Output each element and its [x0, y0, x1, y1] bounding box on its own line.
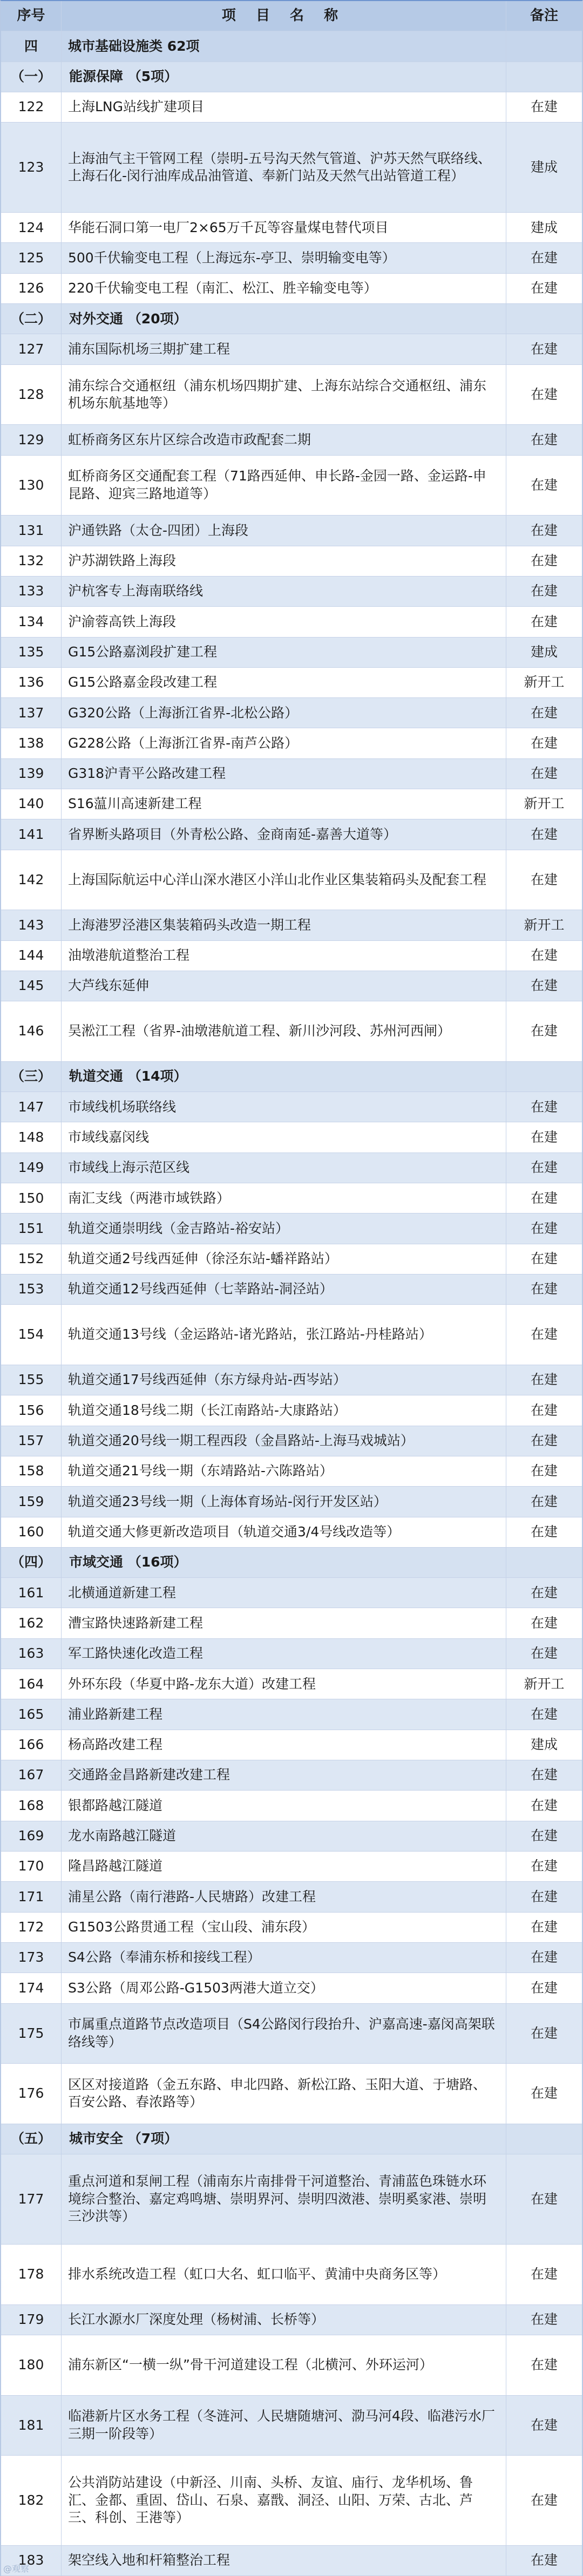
project-name: 上海油气主干管网工程（崇明-五号沟天然气管道、沪苏天然气联络线、上海石化-闵行油库成品油管道、奉新门站及天然气出站管道工程） [62, 123, 506, 212]
project-name: 油墩港航道整治工程 [62, 941, 506, 971]
row-number: 154 [1, 1305, 62, 1365]
row-number: 133 [1, 577, 62, 606]
project-name: 架空线入地和杆箱整治工程 [62, 2546, 506, 2575]
row-number: 175 [1, 2004, 62, 2064]
project-status: 在建 [530, 1523, 558, 1540]
project-status: 在建 [530, 552, 558, 568]
project-status: 在建 [530, 1129, 558, 1145]
table-row [1, 334, 582, 364]
row-number: 139 [1, 759, 62, 789]
row-number: 135 [1, 638, 62, 667]
row-number: 159 [1, 1487, 62, 1516]
project-status: 在建 [530, 1160, 558, 1176]
project-name: 上海港罗泾港区集装箱码头改造一期工程 [62, 910, 506, 940]
project-name: 漕宝路快速路新建工程 [62, 1608, 506, 1638]
table-row [1, 2335, 582, 2396]
table-row [1, 2305, 582, 2335]
section-row [1, 62, 582, 92]
table-row [1, 1791, 582, 1821]
project-status: 新开工 [524, 917, 565, 933]
table-row [1, 668, 582, 698]
table-row [1, 910, 582, 940]
section-row [1, 1548, 582, 1578]
project-status: 在建 [530, 735, 558, 751]
project-name: 轨道交通崇明线（金吉路站-裕安站） [62, 1214, 506, 1243]
row-number: 171 [1, 1882, 62, 1911]
project-name: 浦东综合交通枢纽（浦东机场四期扩建、上海东站综合交通枢纽、浦东机场东航基地等） [62, 365, 506, 425]
table-row [1, 759, 582, 789]
project-status: 在建 [530, 1220, 558, 1236]
row-number: 169 [1, 1821, 62, 1851]
table-row [1, 1517, 582, 1548]
project-status: 建成 [530, 1737, 558, 1753]
row-number: 155 [1, 1365, 62, 1395]
project-status: 在建 [530, 386, 558, 402]
table-row [1, 2456, 582, 2546]
row-number: 152 [1, 1244, 62, 1274]
project-name: 上海国际航运中心洋山深水港区小洋山北作业区集装箱码头及配套工程 [62, 850, 506, 910]
row-number: 132 [1, 546, 62, 576]
section-name: 轨道交通 （14项） [62, 1062, 506, 1092]
project-status: 在建 [530, 1493, 558, 1509]
category-note [506, 31, 582, 61]
project-name: 南汇支线（两港市域铁路） [62, 1183, 506, 1213]
row-number: 147 [1, 1092, 62, 1122]
project-name: 公共消防站建设（中新泾、川南、头桥、友谊、庙行、龙华机场、鲁汇、金都、重固、岱山、石泉、嘉戬、洞泾、山阳、万荣、古北、芦三、科创、王港等） [62, 2456, 506, 2545]
project-status: 在建 [530, 613, 558, 629]
row-number: 149 [1, 1153, 62, 1183]
project-status: 新开工 [524, 674, 565, 690]
table-row [1, 1852, 582, 1882]
table-row [1, 1578, 582, 1608]
table-row [1, 1973, 582, 2003]
table-row [1, 123, 582, 213]
project-status: 在建 [530, 1251, 558, 1267]
table-row [1, 2546, 582, 2576]
row-number: 131 [1, 516, 62, 545]
project-name: 沪通铁路（太仓-四团）上海段 [62, 516, 506, 545]
row-number: 142 [1, 850, 62, 910]
table-row [1, 2154, 582, 2245]
project-name: 虹桥商务区交通配套工程（71路西延伸、申长路-金园一路、金运路-申昆路、迎宾三路地道等） [62, 456, 506, 516]
project-status: 在建 [530, 1797, 558, 1813]
project-status: 在建 [530, 99, 558, 115]
section-row [1, 2124, 582, 2154]
row-number: 125 [1, 243, 62, 273]
table-row [1, 1153, 582, 1183]
section-name: 能源保障 （5项） [62, 62, 506, 92]
row-number: 172 [1, 1913, 62, 1942]
project-name: 华能石洞口第一电厂2×65万千瓦等容量煤电替代项目 [62, 213, 506, 242]
table-row [1, 1913, 582, 1943]
project-name: 沪苏湖铁路上海段 [62, 546, 506, 576]
project-name: 重点河道和泵闸工程（浦南东片南排骨干河道整治、青浦蓝色珠链水环境综合整治、嘉定鸡鸣塘、崇明界河、崇明四滧港、崇明奚家港、崇明三沙洪等） [62, 2154, 506, 2244]
project-name: 轨道交通18号线二期（长江南路站-大康路站） [62, 1395, 506, 1425]
project-status: 在建 [530, 249, 558, 266]
row-number: 138 [1, 728, 62, 758]
row-number: 164 [1, 1669, 62, 1699]
project-name: 虹桥商务区东片区综合改造市政配套二期 [62, 425, 506, 455]
project-name: S3公路（周邓公路-G1503两港大道立交） [62, 1973, 506, 2003]
project-name: 轨道交通21号线一期（东靖路站-六陈路站） [62, 1456, 506, 1486]
project-status: 在建 [530, 1706, 558, 1722]
project-status: 在建 [530, 583, 558, 599]
project-status: 在建 [530, 871, 558, 887]
row-number: 151 [1, 1214, 62, 1243]
project-name: 轨道交通大修更新改造项目（轨道交通3/4号线改造等） [62, 1517, 506, 1547]
project-status: 在建 [530, 978, 558, 994]
project-status: 在建 [530, 341, 558, 357]
table-row [1, 607, 582, 637]
project-name: G228公路（上海浙江省界-南芦公路） [62, 728, 506, 758]
project-status: 在建 [530, 1980, 558, 1996]
section-row [1, 304, 582, 334]
table-row [1, 274, 582, 304]
project-status: 在建 [530, 1402, 558, 1418]
project-name: 市域线嘉闵线 [62, 1122, 506, 1152]
row-number: 153 [1, 1275, 62, 1304]
project-status: 在建 [530, 704, 558, 721]
project-status: 在建 [530, 1919, 558, 1935]
row-number: 174 [1, 1973, 62, 2003]
project-name: S4公路（奉浦东桥和接线工程） [62, 1943, 506, 1972]
project-name: 500千伏输变电工程（上海远东-亭卫、崇明输变电等） [62, 243, 506, 273]
table-row [1, 1275, 582, 1305]
table-row [1, 1365, 582, 1395]
row-number: 170 [1, 1852, 62, 1881]
table-row [1, 2396, 582, 2456]
section-note [506, 2124, 582, 2154]
project-name: 外环东段（华夏中路-龙东大道）改建工程 [62, 1669, 506, 1699]
project-name: 区区对接道路（金五东路、申北四路、新松江路、玉阳大道、于塘路、百安公路、春浓路等） [62, 2064, 506, 2124]
section-name: 市域交通 （16项） [62, 1548, 506, 1577]
table-row [1, 2064, 582, 2124]
project-name: 上海LNG站线扩建项目 [62, 92, 506, 122]
row-number: 130 [1, 456, 62, 516]
project-name: 轨道交通23号线一期（上海体育场站-闵行开发区站） [62, 1487, 506, 1516]
project-status: 在建 [530, 2085, 558, 2102]
table-row [1, 1122, 582, 1153]
project-name: 军工路快速化改造工程 [62, 1639, 506, 1669]
project-status: 在建 [530, 2492, 558, 2508]
project-status: 新开工 [524, 1676, 565, 1692]
project-status: 在建 [530, 2025, 558, 2041]
project-status: 在建 [530, 1888, 558, 1904]
project-status: 在建 [530, 1433, 558, 1448]
project-status: 在建 [530, 431, 558, 448]
project-status: 在建 [530, 1858, 558, 1874]
row-number: 148 [1, 1122, 62, 1152]
row-number: 144 [1, 941, 62, 971]
table-row [1, 698, 582, 728]
project-name: S16蕰川高速新建工程 [62, 789, 506, 819]
project-status: 在建 [530, 1584, 558, 1601]
table-row [1, 971, 582, 1001]
row-number: 141 [1, 819, 62, 849]
section-name: 对外交通 （20项） [62, 304, 506, 334]
table-row [1, 1699, 582, 1730]
project-status: 建成 [530, 643, 558, 660]
project-status: 在建 [530, 2266, 558, 2282]
project-status: 在建 [530, 1645, 558, 1662]
project-status: 在建 [530, 1615, 558, 1631]
project-name: G15公路嘉浏段扩建工程 [62, 638, 506, 667]
header-note: 备注 [530, 7, 558, 24]
project-name: 220千伏输变电工程（南汇、松江、胜辛输变电等） [62, 274, 506, 303]
project-name: 银都路越江隧道 [62, 1791, 506, 1820]
project-name: 浦东新区“一横一纵”骨干河道建设工程（北横河、外环运河） [62, 2335, 506, 2395]
table-row [1, 728, 582, 758]
project-status: 在建 [530, 1099, 558, 1115]
table-row [1, 1608, 582, 1638]
table-row [1, 1183, 582, 1214]
project-name: 临港新片区水务工程（冬涟河、人民塘随塘河、泐马河4段、临港污水厂三期一阶段等） [62, 2396, 506, 2456]
project-status: 在建 [530, 1190, 558, 1206]
project-name: 北横通道新建工程 [62, 1578, 506, 1608]
project-status: 在建 [530, 826, 558, 842]
table-row [1, 1426, 582, 1456]
row-number: 167 [1, 1760, 62, 1790]
table-row [1, 638, 582, 668]
row-number: 145 [1, 971, 62, 1001]
project-name: 浦星公路（南行港路-人民塘路）改建工程 [62, 1882, 506, 1911]
header-no: 序号 [1, 1, 62, 31]
project-name: 浦业路新建工程 [62, 1699, 506, 1729]
section-no: （一） [1, 62, 62, 92]
row-number: 140 [1, 789, 62, 819]
row-number: 178 [1, 2245, 62, 2304]
table-row [1, 1244, 582, 1275]
row-number: 176 [1, 2064, 62, 2124]
table-row [1, 1001, 582, 1062]
project-name: 隆昌路越江隧道 [62, 1852, 506, 1881]
table-row [1, 1639, 582, 1669]
project-status: 在建 [530, 1828, 558, 1844]
row-number: 129 [1, 425, 62, 455]
row-number: 157 [1, 1426, 62, 1456]
table-row [1, 546, 582, 577]
row-number: 134 [1, 607, 62, 636]
project-status: 建成 [530, 159, 558, 175]
row-number: 177 [1, 2154, 62, 2244]
table-row [1, 365, 582, 425]
project-name: 大芦线东延伸 [62, 971, 506, 1001]
table-row [1, 577, 582, 607]
section-no: （三） [1, 1062, 62, 1092]
category-no: 四 [1, 31, 62, 61]
project-name: G320公路（上海浙江省界-北松公路） [62, 698, 506, 728]
table-row [1, 1730, 582, 1760]
table-row [1, 456, 582, 516]
row-number: 161 [1, 1578, 62, 1608]
table-row [1, 1882, 582, 1912]
project-status: 在建 [530, 1949, 558, 1965]
row-number: 122 [1, 92, 62, 122]
section-row [1, 1062, 582, 1092]
table-row [1, 425, 582, 455]
table-row [1, 1305, 582, 1365]
section-no: （五） [1, 2124, 62, 2154]
project-status: 在建 [530, 2356, 558, 2372]
project-status: 在建 [530, 1463, 558, 1479]
table-row [1, 1669, 582, 1699]
project-status: 在建 [530, 477, 558, 493]
row-number: 179 [1, 2305, 62, 2335]
project-name: 沪渝蓉高铁上海段 [62, 607, 506, 636]
row-number: 156 [1, 1395, 62, 1425]
project-name: 市属重点道路节点改造项目（S4公路闵行段抬升、沪嘉高速-嘉闵高架联络线等） [62, 2004, 506, 2064]
row-number: 150 [1, 1183, 62, 1213]
project-name: 排水系统改造工程（虹口大名、虹口临平、黄浦中央商务区等） [62, 2245, 506, 2304]
project-status: 建成 [530, 219, 558, 235]
category-row [1, 31, 582, 62]
project-status: 在建 [530, 1281, 558, 1297]
project-status: 在建 [530, 947, 558, 964]
row-number: 180 [1, 2335, 62, 2395]
section-no: （四） [1, 1548, 62, 1577]
row-number: 137 [1, 698, 62, 728]
project-name: 市域线上海示范区线 [62, 1153, 506, 1183]
row-number: 182 [1, 2456, 62, 2545]
row-number: 183 [1, 2546, 62, 2575]
project-name: 龙水南路越江隧道 [62, 1821, 506, 1851]
row-number: 173 [1, 1943, 62, 1972]
project-name: 市域线机场联络线 [62, 1092, 506, 1122]
table-row [1, 1760, 582, 1791]
project-status: 新开工 [524, 796, 565, 812]
row-number: 160 [1, 1517, 62, 1547]
section-note [506, 62, 582, 92]
table-row [1, 1943, 582, 1973]
project-name: 吴淞江工程（省界-油墩港航道工程、新川沙河段、苏州河西闸） [62, 1001, 506, 1061]
section-note [506, 304, 582, 334]
row-number: 158 [1, 1456, 62, 1486]
project-name: 轨道交通13号线（金运路站-诸光路站，张江路站-丹桂路站） [62, 1305, 506, 1365]
project-name: 沪杭客专上海南联络线 [62, 577, 506, 606]
project-status: 在建 [530, 280, 558, 296]
table-row [1, 819, 582, 850]
category-name: 城市基础设施类 62项 [62, 31, 506, 61]
project-status: 在建 [530, 1372, 558, 1388]
row-number: 123 [1, 123, 62, 212]
table-row [1, 1821, 582, 1852]
project-status: 在建 [530, 2417, 558, 2433]
table-row [1, 92, 582, 123]
project-status: 在建 [530, 522, 558, 538]
watermark: @观察 [3, 2564, 30, 2574]
table-row [1, 1456, 582, 1487]
project-name: G318沪青平公路改建工程 [62, 759, 506, 789]
table-row [1, 1487, 582, 1517]
row-number: 168 [1, 1791, 62, 1820]
table-row [1, 1214, 582, 1244]
table-row [1, 1395, 582, 1426]
project-status: 在建 [530, 2311, 558, 2327]
table-row [1, 2245, 582, 2305]
row-number: 163 [1, 1639, 62, 1669]
table-row [1, 941, 582, 971]
table-row [1, 213, 582, 243]
project-status: 在建 [530, 1023, 558, 1039]
row-number: 126 [1, 274, 62, 303]
row-number: 166 [1, 1730, 62, 1760]
project-name: 轨道交通2号线西延伸（徐泾东站-蟠祥路站） [62, 1244, 506, 1274]
table-row [1, 850, 582, 911]
project-name: 杨高路改建工程 [62, 1730, 506, 1760]
project-status: 在建 [530, 1326, 558, 1343]
project-name: 轨道交通20号线一期工程西段（金昌路站-上海马戏城站） [62, 1426, 506, 1456]
row-number: 146 [1, 1001, 62, 1061]
row-number: 143 [1, 910, 62, 940]
table-row [1, 789, 582, 819]
project-name: G15公路嘉金段改建工程 [62, 668, 506, 697]
row-number: 124 [1, 213, 62, 242]
project-name: 轨道交通17号线西延伸（东方绿舟站-西岑站） [62, 1365, 506, 1395]
project-name: G1503公路贯通工程（宝山段、浦东段） [62, 1913, 506, 1942]
row-number: 136 [1, 668, 62, 697]
project-status: 在建 [530, 765, 558, 782]
section-no: （二） [1, 304, 62, 334]
row-number: 127 [1, 334, 62, 364]
table-row [1, 1092, 582, 1122]
project-name: 省界断头路项目（外青松公路、金商南延-嘉善大道等） [62, 819, 506, 849]
project-name: 交通路金昌路新建改建工程 [62, 1760, 506, 1790]
project-name: 浦东国际机场三期扩建工程 [62, 334, 506, 364]
section-note [506, 1062, 582, 1092]
table-header [1, 1, 582, 31]
header-name: 项 目 名 称 [62, 1, 506, 31]
table-row [1, 2004, 582, 2064]
table-row [1, 243, 582, 273]
project-status: 在建 [530, 1767, 558, 1783]
section-name: 城市安全 （7项） [62, 2124, 506, 2154]
project-status: 在建 [530, 2552, 558, 2568]
section-note [506, 1548, 582, 1577]
project-name: 轨道交通12号线西延伸（七莘路站-洞泾站） [62, 1275, 506, 1304]
row-number: 128 [1, 365, 62, 425]
row-number: 181 [1, 2396, 62, 2456]
row-number: 162 [1, 1608, 62, 1638]
table-row [1, 516, 582, 546]
project-name: 长江水源水厂深度处理（杨树浦、长桥等） [62, 2305, 506, 2335]
project-status: 在建 [530, 2191, 558, 2207]
row-number: 165 [1, 1699, 62, 1729]
